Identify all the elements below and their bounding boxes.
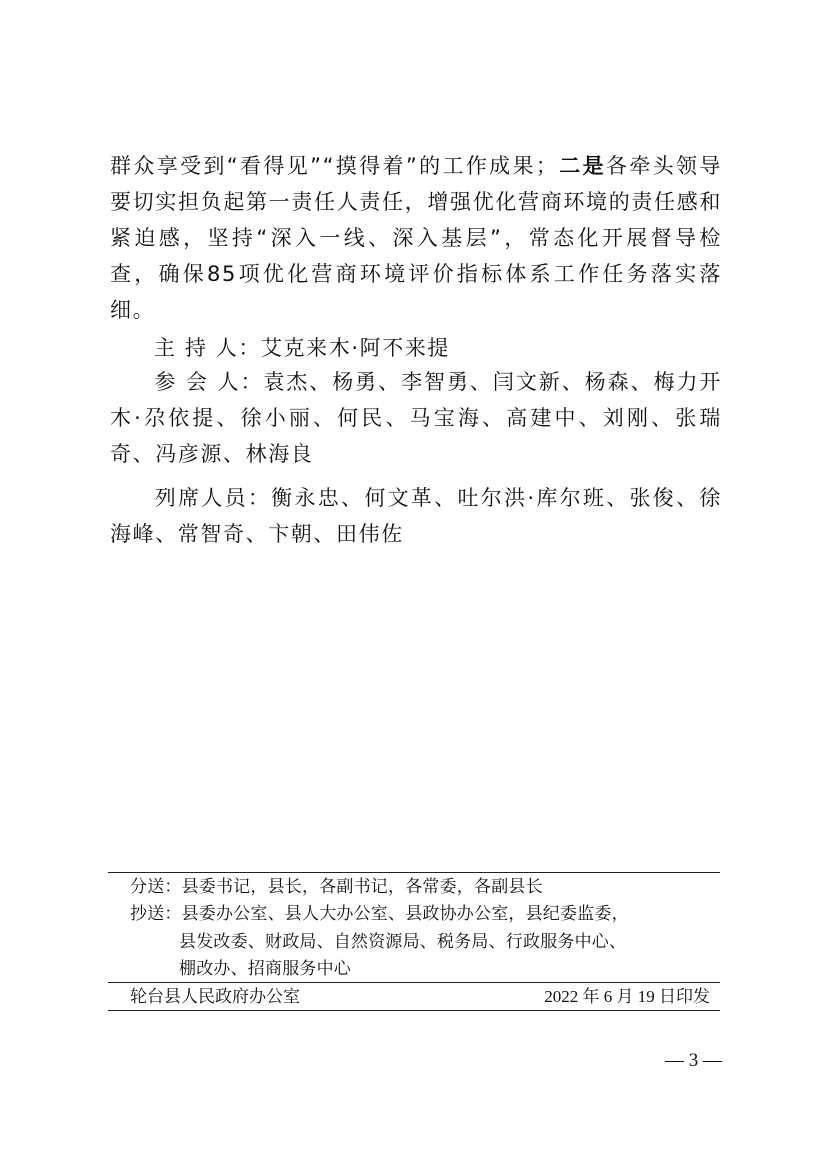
issuing-office: 轮台县人民政府办公室 <box>130 987 300 1007</box>
attendees-line <box>110 480 722 552</box>
participants-label: 参 会 人： <box>154 370 264 394</box>
print-date: 2022 年 6 月 19 日印发 <box>544 987 710 1006</box>
distribution-cc-continued: 县发改委、财政局、自然资源局、税务局、行政服务中心、 <box>179 932 627 952</box>
body-text-rest: 要切实担负起第一责任人责任，增强优化营商环境的责任感和紧迫感，坚持“深入一线、深入基层”，常态化开展督导检查，确保85项优化营商环境评价指标体系工作任务落实落细。 <box>110 190 722 322</box>
distribution-cc-continued-2: 棚改办、招商服务中心 <box>179 959 351 979</box>
host-label: 主 持 人： <box>154 336 261 360</box>
participants-value: 袁杰、杨勇、李智勇、闫文新、杨森、梅力开木·尕依提、徐小丽、何民、马宝海、高建中、刘刚、张瑞奇、冯彦源、林海良 <box>110 370 722 466</box>
host-value: 艾克来木·阿不来提 <box>260 336 451 360</box>
distribution-middle-rule <box>108 982 720 983</box>
body-text-mid: 各牵头领导 <box>605 154 723 178</box>
body-paragraph <box>110 148 722 328</box>
body-text-start: 群众享受到“看得见”“摸得着”的工作成果； <box>110 154 559 178</box>
host-line <box>110 330 722 366</box>
distribution-send: 分送：县委书记，县长，各副书记，各常委，各副县长 <box>130 877 543 897</box>
distribution-top-rule <box>108 872 720 873</box>
distribution-cc: 抄送：县委办公室、县人大办公室、县政协办公室，县纪委监委， <box>130 904 629 924</box>
participants-line <box>110 364 722 472</box>
distribution-bottom-rule <box>108 1010 720 1011</box>
page-number: — 3 — <box>665 1050 722 1071</box>
attendees-value: 衡永忠、何文革、吐尔洪·库尔班、张俊、徐海峰、常智奇、卞朝、田伟佐 <box>110 486 722 546</box>
attendees-label: 列席人员： <box>154 486 272 510</box>
body-emphasis: 二是 <box>558 154 606 178</box>
